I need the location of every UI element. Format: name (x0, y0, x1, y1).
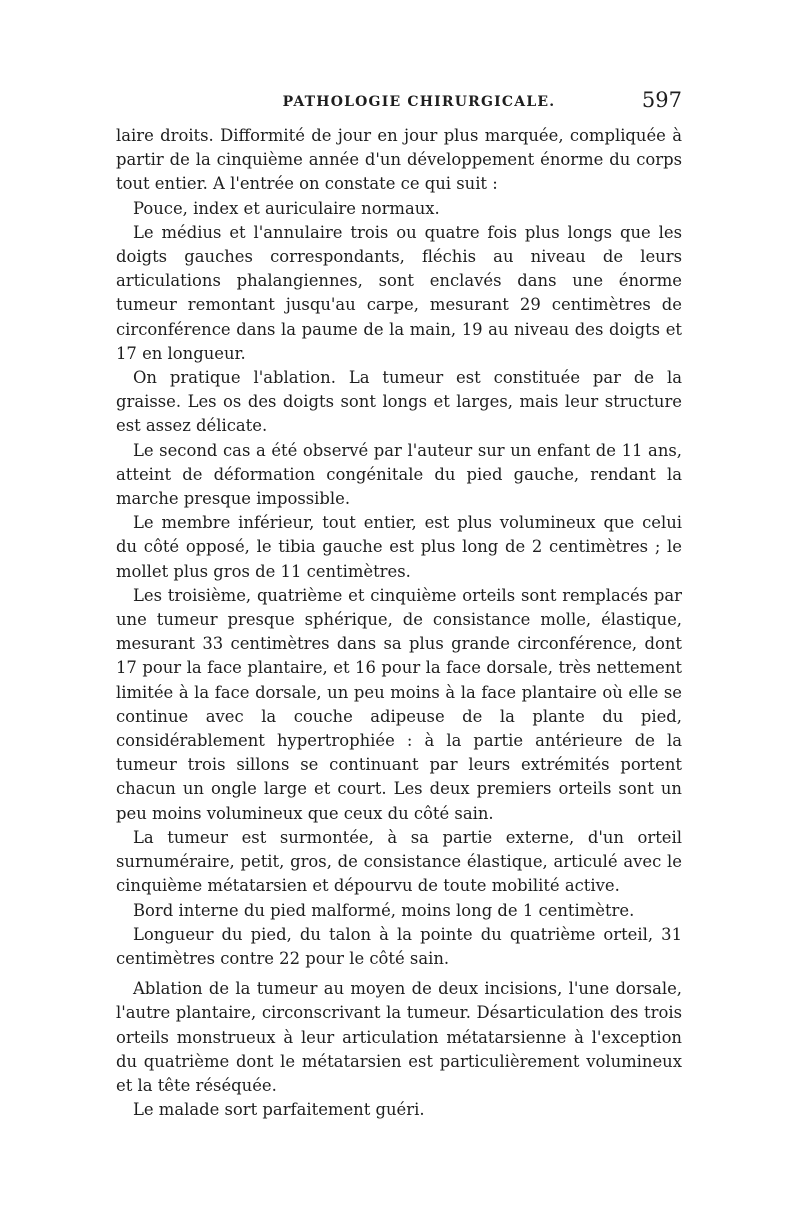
paragraph: Le médius et l'annulaire trois ou quatre fois plus longs que les doigts gauches correspondants, fléchis au niveau de leurs articulations phalangiennes, sont enclavés dans une énorme tumeur remontant jusqu'au carpe, mesurant 29 centimètres de circonférence dans la paume de la main, 19 au niveau des doigts et 17 en longueur. (116, 222, 682, 363)
paragraph: laire droits. Difformité de jour en jour plus marquée, compliquée à partir de la cinquième année d'un développement énorme du corps tout entier. A l'entrée on constate ce qui suit : (116, 126, 682, 194)
paragraph: Le membre inférieur, tout entier, est plus volumineux que celui du côté opposé, le tibia gauche est plus long de 2 centimètres ; le mollet plus gros de 11 centimètres. (116, 513, 682, 581)
paragraph: La tumeur est surmontée, à sa partie externe, d'un orteil surnuméraire, petit, gros, de consistance élastique, articulé avec le cinquième métatarsien et dépourvu de toute mobilité active. (116, 827, 682, 896)
body-text (116, 124, 682, 1122)
book-page (116, 88, 682, 1122)
paragraph: On pratique l'ablation. La tumeur est constituée par de la graisse. Les os des doigts sont longs et larges, mais leur structure est assez délicate. (116, 368, 682, 436)
page-number: 597 (641, 88, 682, 112)
paragraph: Pouce, index et auriculaire normaux. (133, 198, 440, 218)
running-head (116, 88, 682, 124)
paragraph: Le malade sort parfaitement guéri. (133, 1100, 425, 1120)
paragraph: Ablation de la tumeur au moyen de deux incisions, l'une dorsale, l'autre plantaire, circonscrivant la tumeur. Désarticulation des trois orteils monstrueux à leur articulation métatarsienne à l'exception du quatrième dont le métatarsien est particulièrement volumineux et la tête réséquée. (116, 979, 682, 1095)
running-head-title: PATHOLOGIE CHIRURGICALE. (282, 94, 556, 110)
paragraph: Les troisième, quatrième et cinquième orteils sont remplacés par une tumeur presque sphérique, de consistance molle, élastique, mesurant 33 centimètres dans sa plus grande circonférence, dont 17 pour la face plantaire, et 16 pour la face dorsale, très nettement limitée à la face dorsale, un peu moins à la face plantaire où elle se continue avec la couche adipeuse de la plante du pied, considérablement hypertrophiée : à la partie antérieure de la tumeur trois sillons se continuant par leurs extrémités portent chacun un ongle large et court. Les deux premiers orteils sont un peu moins volumineux que ceux du côté sain. (116, 585, 682, 823)
paragraph: Bord interne du pied malformé, moins long de 1 centimètre. (133, 900, 635, 920)
paragraph: Le second cas a été observé par l'auteur sur un enfant de 11 ans, atteint de déformation congénitale du pied gauche, rendant la marche presque impossible. (116, 440, 682, 509)
paragraph: Longueur du pied, du talon à la pointe du quatrième orteil, 31 centimètres contre 22 pour le côté sain. (116, 924, 682, 968)
